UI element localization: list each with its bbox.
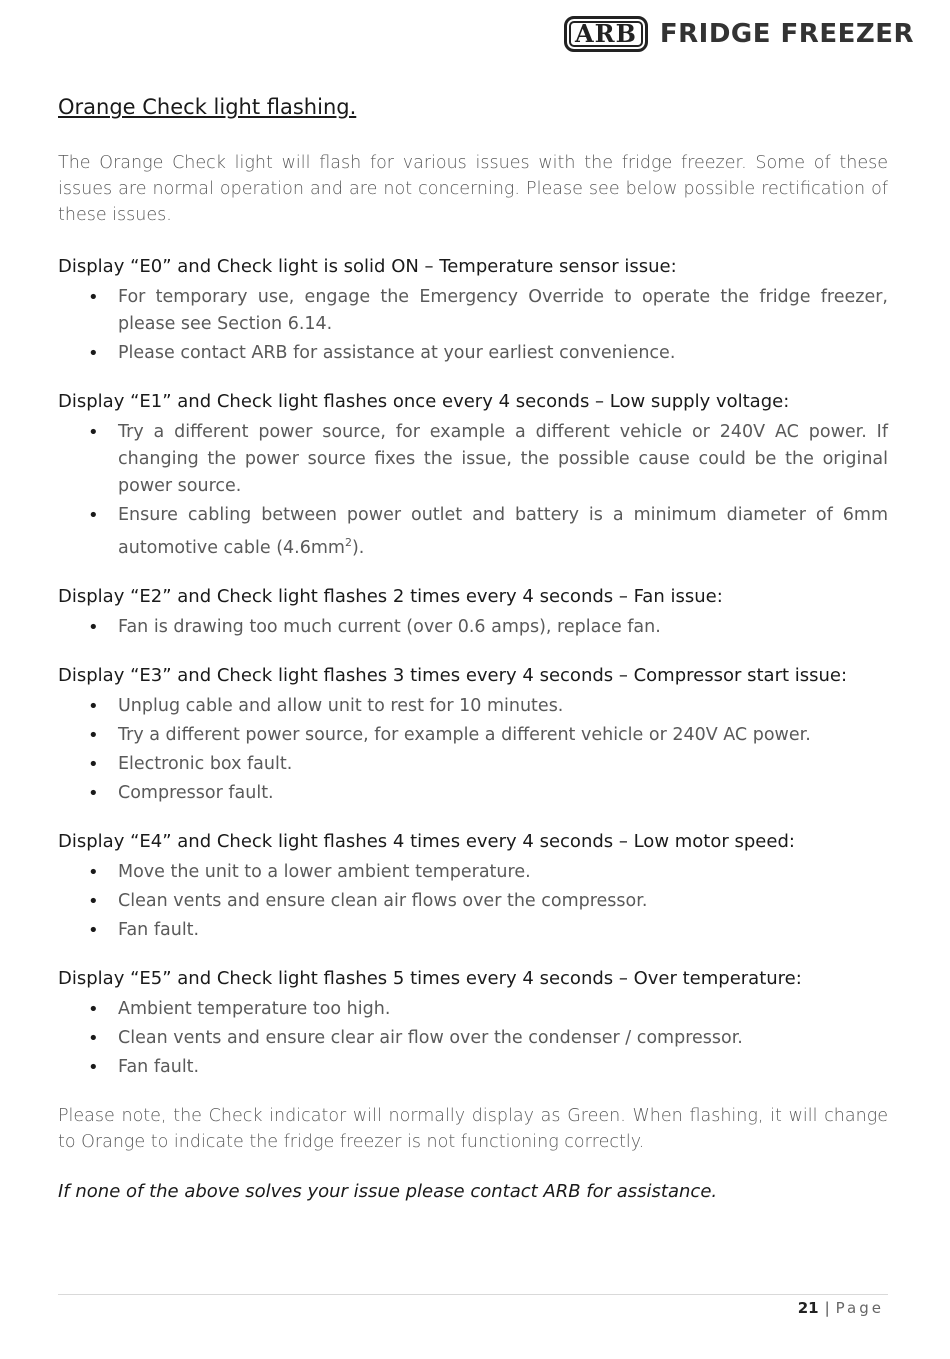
page-title: Orange Check light flashing. [58, 95, 357, 119]
section-heading: Display “E5” and Check light flashes 5 times every 4 seconds – Over temperature: [58, 967, 802, 989]
section-e4 [58, 829, 888, 944]
intro-paragraph: The Orange Check light will flash for various issues with the fridge freezer. Some of these issues are normal operation and are not concerning. Please see below possible rectification of these issues. [58, 153, 888, 225]
list-item: • Electronic box fault. [58, 751, 888, 778]
list-item: • Fan fault. [58, 917, 888, 944]
closing-statement: If none of the above solves your issue please contact ARB for assistance. [58, 1180, 718, 1202]
cable-text: Ensure cabling between power outlet and battery is a minimum diameter of 6mm automotive cable (4.6mm [118, 505, 888, 558]
footer-divider [58, 1294, 888, 1295]
section-e0 [58, 254, 888, 367]
list-item: • Move the unit to a lower ambient temperature. [58, 859, 888, 886]
section-heading: Display “E2” and Check light flashes 2 times every 4 seconds – Fan issue: [58, 585, 723, 607]
bullet-list [58, 996, 888, 1081]
arb-logo: ARB [564, 16, 648, 52]
list-item: • Clean vents and ensure clear air flow over the condenser / compressor. [58, 1025, 888, 1052]
section-e5 [58, 966, 888, 1081]
bullet-list [58, 419, 888, 562]
section-e2 [58, 584, 888, 641]
superscript-two: 2 [344, 536, 352, 549]
section-heading: Display “E3” and Check light flashes 3 times every 4 seconds – Compressor start issue: [58, 664, 848, 686]
header-title: FRIDGE FREEZER [659, 19, 914, 49]
bullet-list [58, 284, 888, 367]
list-item: • Try a different power source, for example a different vehicle or 240V AC power. If changing the power source fixes the issue, the possible cause could be the original power source. [58, 419, 888, 500]
page-header [564, 14, 914, 54]
cable-text-end: ). [351, 537, 365, 558]
list-item: • Ambient temperature too high. [58, 996, 888, 1023]
bullet-list [58, 614, 888, 641]
section-heading: Display “E4” and Check light flashes 4 times every 4 seconds – Low motor speed: [58, 830, 795, 852]
bullet-list [58, 859, 888, 944]
footer-separator: | [824, 1299, 830, 1317]
list-item: • Compressor fault. [58, 780, 888, 807]
page-content [58, 95, 888, 1202]
list-item: • For temporary use, engage the Emergency Override to operate the fridge freezer, please see Section 6.14. [58, 284, 888, 338]
list-item: • Fan is drawing too much current (over 0.6 amps), replace fan. [58, 614, 888, 641]
list-item: • Clean vents and ensure clean air flows over the compressor. [58, 888, 888, 915]
list-item: • Fan fault. [58, 1054, 888, 1081]
section-heading: Display “E1” and Check light flashes once every 4 seconds – Low supply voltage: [58, 391, 790, 412]
page-footer [798, 1299, 884, 1317]
page-number: 21 [797, 1299, 819, 1317]
list-item: • Please contact ARB for assistance at your earliest convenience. [58, 340, 888, 367]
list-item [58, 502, 888, 562]
section-e1 [58, 389, 888, 562]
list-item: • Unplug cable and allow unit to rest for 10 minutes. [58, 693, 888, 720]
list-item: • Try a different power source, for example a different vehicle or 240V AC power. [58, 722, 888, 749]
section-heading: Display “E0” and Check light is solid ON – Temperature sensor issue: [58, 256, 677, 277]
section-e3 [58, 663, 888, 807]
page-label: Page [835, 1299, 884, 1317]
bullet-list [58, 693, 888, 807]
note-paragraph: Please note, the Check indicator will normally display as Green. When flashing, it will change to Orange to indicate the fridge freezer is not functioning correctly. [58, 1105, 888, 1152]
